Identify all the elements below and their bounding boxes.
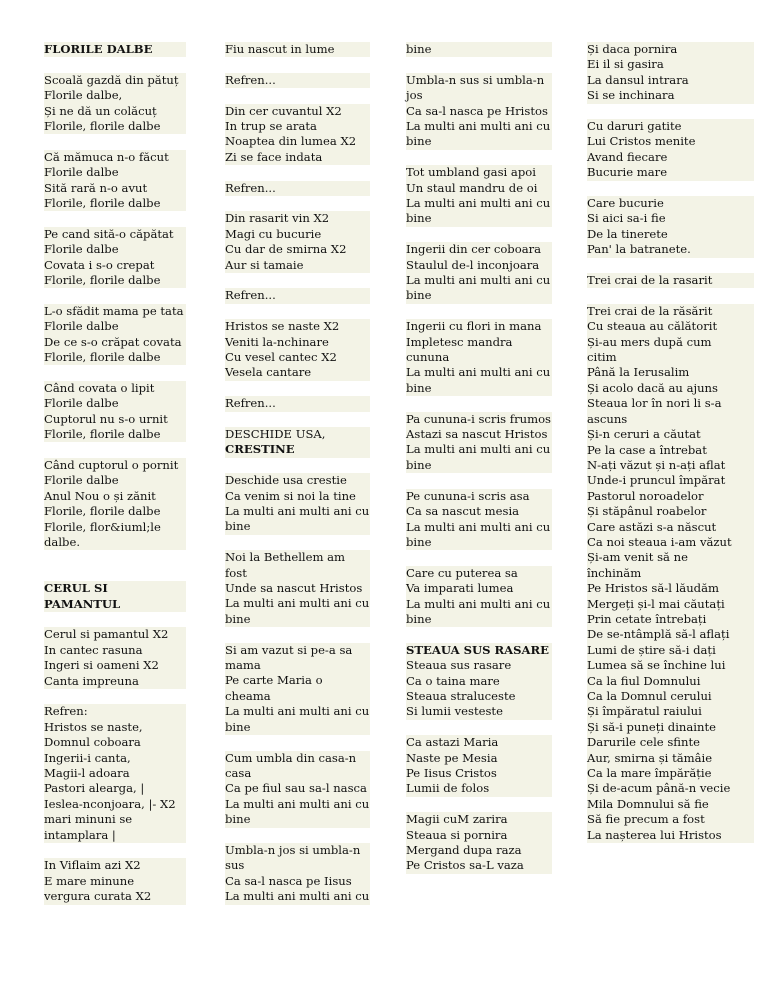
verse-line: La multi ani multi ani cu (406, 196, 551, 211)
verse-line: Și acolo dacă au ajuns (587, 381, 754, 396)
verse-line: Lumi de știre să-i dați (587, 643, 754, 658)
stanza-gap (587, 258, 754, 273)
verse-line: Impletesc mandra (406, 335, 552, 350)
stanza-gap (406, 57, 552, 72)
verse-line: Pe Hristos să-l lăudăm (587, 581, 754, 596)
verse-line: Cerul si pamantul X2 (44, 627, 186, 642)
verse-line: Când cuptorul o pornit (44, 458, 186, 473)
stanza-gap (406, 627, 552, 642)
verse-line: Un staul mandru de oi (406, 181, 552, 196)
verse-line: Steaua straluceste (406, 689, 552, 704)
verse-line: Ingerii cu flori in mana (406, 319, 552, 334)
verse-line: intamplara | (44, 828, 186, 843)
verse-line: bine (225, 612, 370, 627)
verse-line: sus (225, 858, 370, 873)
song-title: CRESTINE (225, 442, 370, 457)
stanza-gap (406, 150, 552, 165)
verse-line: bine (225, 812, 370, 827)
verse-line: Trei crai de la rasarit (587, 273, 754, 288)
verse-line: închinăm (587, 566, 754, 581)
verse-line: Florile, florile dalbe (44, 119, 186, 134)
stanza-gap (225, 57, 370, 72)
column-1 (44, 42, 186, 905)
verse-line: bine (406, 381, 552, 396)
verse-line: Cu steaua au călătorit (587, 319, 754, 334)
verse-line: Florile dalbe (44, 396, 186, 411)
verse-line: Ca noi steaua i-am văzut (587, 535, 754, 550)
verse-line: Ca pe fiul sau sa-l nasca (225, 781, 370, 796)
verse-line: Hristos se naste, (44, 720, 186, 735)
verse-line: Deschide usa crestie (225, 473, 370, 488)
verse-line: Refren... (225, 181, 370, 196)
verse-line: Steaua lor în nori li s-a (587, 396, 754, 411)
verse-line: Ca sa nascut mesia (406, 504, 552, 519)
verse-line: Mila Domnului să fie (587, 797, 754, 812)
verse-line: Florile, florile dalbe (44, 504, 186, 519)
verse-line: bine (225, 720, 370, 735)
stanza-gap (225, 165, 370, 180)
verse-line: Unde-i pruncul împărat (587, 473, 754, 488)
verse-line: Și împăratul raiului (587, 704, 754, 719)
stanza-gap (225, 304, 370, 319)
verse-line: bine (406, 612, 552, 627)
song-title: FLORILE DALBE (44, 42, 186, 57)
verse-line: Cu daruri gatite (587, 119, 754, 134)
verse-line: Și-am venit să ne (587, 550, 754, 565)
verse-line: Lumii de folos (406, 781, 552, 796)
verse-line: Mergand dupa raza (406, 843, 552, 858)
stanza-gap (44, 442, 186, 457)
verse-line: Și să-i puneți dinainte (587, 720, 754, 735)
stanza-gap (225, 828, 370, 843)
verse-line: Cuptorul nu s-o urnit (44, 412, 186, 427)
verse-line: Si lumii vesteste (406, 704, 552, 719)
verse-line: bine (406, 458, 552, 473)
verse-line: La dansul intrara (587, 73, 754, 88)
stanza-gap (406, 473, 552, 488)
stanza-gap (44, 57, 186, 72)
verse-line: Ca la fiul Domnului (587, 674, 754, 689)
verse-line: Ca o taina mare (406, 674, 552, 689)
verse-line: Florile, florile dalbe (44, 350, 186, 365)
verse-line: Fiu nascut in lume (225, 42, 370, 57)
verse-line: Care astăzi s-a născut (587, 520, 754, 535)
stanza-gap (587, 288, 754, 303)
verse-line: Pa cununa-i scris frumos (406, 411, 552, 426)
stanza-gap (44, 612, 186, 627)
verse-line: dalbe. (44, 535, 186, 550)
verse-line: Anul Nou o și zănit (44, 489, 186, 504)
verse-line: Vesela cantare (225, 365, 370, 380)
verse-line: De la tinerete (587, 227, 754, 242)
verse-line: cheama (225, 689, 370, 704)
verse-line: La multi ani multi ani cu (225, 596, 370, 611)
verse-line: Ca la mare împărăție (587, 766, 754, 781)
verse-line: Cu vesel cantec X2 (225, 350, 370, 365)
verse-line: Si se inchinara (587, 88, 754, 103)
verse-line: Ca sa-l nasca pe Iisus (225, 874, 370, 889)
verse-line: Ingerii din cer coboara (406, 242, 552, 257)
verse-line: Avand fiecare (587, 150, 754, 165)
verse-line: Ieslea-nconjoara, |- X2 (44, 797, 186, 812)
verse-line: Mergeți și-l mai căutați (587, 597, 754, 612)
verse-line: Florile, florile dalbe (44, 273, 186, 288)
stanza-gap (406, 396, 552, 411)
verse-line: La multi ani multi ani cu (225, 704, 370, 719)
verse-line: Veniti la-nchinare (225, 335, 370, 350)
verse-line: Și stăpânul roabelor (587, 504, 754, 519)
verse-line: Pastori alearga, | (44, 781, 186, 796)
verse-line: casa (225, 766, 370, 781)
verse-line: Aur si tamaie (225, 258, 370, 273)
verse-line: Din rasarit vin X2 (225, 211, 370, 226)
verse-line: Din cer cuvantul X2 (225, 104, 370, 119)
verse-line: vergura curata X2 (44, 889, 186, 904)
verse-line: Că mămuca n-o făcut (44, 150, 186, 165)
verse-line: In Viflaim azi X2 (44, 858, 186, 873)
stanza-gap (587, 104, 754, 119)
verse-line: Unde sa nascut Hristos (225, 581, 370, 596)
verse-line: La multi ani multi ani cu (406, 442, 551, 457)
verse-line: Și de-acum până-n vecie (587, 781, 754, 796)
stanza-gap (225, 381, 370, 396)
verse-line: Florile dalbe, (44, 88, 186, 103)
verse-line: Pe cand sită-o căpătat (44, 227, 186, 242)
verse-line: ascuns (587, 412, 754, 427)
verse-line: Tot umbland gasi apoi (406, 165, 552, 180)
verse-line: La multi ani multi ani cu (225, 796, 370, 811)
verse-line: Pastorul noroadelor (587, 489, 754, 504)
stanza-gap (44, 288, 186, 303)
verse-line: Care cu puterea sa (406, 566, 552, 581)
verse-line: Zi se face indata (225, 150, 370, 165)
stanza-gap (406, 227, 552, 242)
verse-line: Trei crai de la răsărit (587, 304, 754, 319)
verse-line: Și-n ceruri a căutat (587, 427, 754, 442)
verse-line: cununa (406, 350, 552, 365)
verse-line: DESCHIDE USA, (225, 427, 370, 442)
stanza-gap (44, 365, 186, 380)
stanza-gap (406, 304, 552, 319)
verse-line: Noaptea din lumea X2 (225, 134, 370, 149)
verse-line: La multi ani multi ani cu (406, 273, 551, 288)
verse-line: Florile, flor&iuml;le (44, 520, 186, 535)
verse-line: Până la Ierusalim (587, 365, 754, 380)
verse-line: In trup se arata (225, 119, 370, 134)
verse-line: Magi cu bucurie (225, 227, 370, 242)
verse-line: Pan' la batranete. (587, 242, 754, 257)
verse-line: De ce s-o crăpat covata (44, 335, 186, 350)
verse-line: La multi ani multi ani cu (406, 596, 551, 611)
verse-line: Noi la Bethellem am fost (225, 550, 370, 581)
verse-line: La multi ani multi ani cu (406, 519, 551, 534)
verse-line: Ca astazi Maria (406, 735, 552, 750)
verse-line: Umbla-n jos si umbla-n (225, 843, 370, 858)
verse-line: E mare minune (44, 874, 186, 889)
stanza-gap (225, 196, 370, 211)
verse-line: Și ne dă un colăcuț (44, 104, 186, 119)
stanza-gap (225, 88, 370, 103)
stanza-gap (44, 566, 186, 581)
stanza-gap (44, 211, 186, 226)
verse-line: Refren... (225, 396, 370, 411)
verse-line: Să fie precum a fost (587, 812, 754, 827)
verse-line: Când covata o lipit (44, 381, 186, 396)
column-4 (587, 42, 754, 843)
verse-line: Scoală gazdă din pătuț (44, 73, 186, 88)
verse-line: mama (225, 658, 370, 673)
verse-line: Florile, florile dalbe (44, 427, 186, 442)
verse-line: La nașterea lui Hristos (587, 828, 754, 843)
verse-line: Bucurie mare (587, 165, 754, 180)
verse-line: Steaua sus rasare (406, 658, 552, 673)
stanza-gap (44, 134, 186, 149)
verse-line: La multi ani multi ani cu (406, 365, 551, 380)
verse-line: Ca venim si noi la tine (225, 489, 370, 504)
verse-line: Pe Cristos sa-L vaza (406, 858, 552, 873)
verse-line: Domnul coboara (44, 735, 186, 750)
verse-line: Ingerii-i canta, (44, 751, 186, 766)
stanza-gap (406, 550, 552, 565)
verse-line: Pe Iisus Cristos (406, 766, 552, 781)
stanza-gap (225, 458, 370, 473)
verse-line: Magii cuM zarira (406, 812, 552, 827)
verse-line: bine (406, 134, 552, 149)
verse-line: Pe carte Maria o (225, 673, 370, 688)
song-title: STEAUA SUS RASARE (406, 643, 552, 658)
stanza-gap (406, 720, 552, 735)
verse-line: La multi ani multi ani cu (225, 889, 370, 904)
verse-line: N-ați văzut și n-ați aflat (587, 458, 754, 473)
verse-line: bine (406, 288, 552, 303)
stanza-gap (225, 627, 370, 642)
verse-line: bine (406, 535, 552, 550)
verse-line: Florile dalbe (44, 242, 186, 257)
verse-line: Cum umbla din casa-n (225, 751, 370, 766)
verse-line: Ei il si gasira (587, 57, 754, 72)
verse-line: In cantec rasuna (44, 643, 186, 658)
verse-line: Ingeri si oameni X2 (44, 658, 186, 673)
stanza-gap (44, 843, 186, 858)
verse-line: bine (406, 42, 552, 57)
verse-line: Cu dar de smirna X2 (225, 242, 370, 257)
stanza-gap (44, 550, 186, 565)
verse-line: Si am vazut si pe-a sa (225, 643, 370, 658)
verse-line: Refren: (44, 704, 186, 719)
verse-line: La multi ani multi ani cu (225, 504, 370, 519)
stanza-gap (225, 535, 370, 550)
verse-line: Refren... (225, 73, 370, 88)
verse-line: citim (587, 350, 754, 365)
verse-line: Canta impreuna (44, 674, 186, 689)
verse-line: Și daca pornira (587, 42, 754, 57)
verse-line: jos (406, 88, 552, 103)
stanza-gap (44, 689, 186, 704)
verse-line: Ca la Domnul cerului (587, 689, 754, 704)
verse-line: Astazi sa nascut Hristos (406, 427, 552, 442)
verse-line: bine (406, 211, 552, 226)
column-3 (406, 42, 552, 874)
verse-line: Florile dalbe (44, 165, 186, 180)
verse-line: De se-ntâmplă să-l aflați (587, 627, 754, 642)
verse-line: Pe la case a întrebat (587, 443, 754, 458)
stanza-gap (225, 412, 370, 427)
verse-line: Pe cununa-i scris asa (406, 489, 552, 504)
stanza-gap (587, 181, 754, 196)
verse-line: Hristos se naste X2 (225, 319, 370, 334)
verse-line: Naste pe Mesia (406, 751, 552, 766)
verse-line: bine (225, 519, 370, 534)
verse-line: Care bucurie (587, 196, 754, 211)
verse-line: Va imparati lumea (406, 581, 552, 596)
stanza-gap (225, 273, 370, 288)
verse-line: Refren... (225, 288, 370, 303)
verse-line: Sită rară n-o avut (44, 181, 186, 196)
verse-line: mari minuni se (44, 812, 186, 827)
verse-line: Ca sa-l nasca pe Hristos (406, 104, 552, 119)
verse-line: Magii-l adoara (44, 766, 186, 781)
verse-line: Și-au mers după cum (587, 335, 754, 350)
verse-line: Florile, florile dalbe (44, 196, 186, 211)
verse-line: Umbla-n sus si umbla-n (406, 73, 552, 88)
verse-line: Steaua si pornira (406, 828, 552, 843)
verse-line: Staulul de-l inconjoara (406, 258, 552, 273)
verse-line: Lui Cristos menite (587, 134, 754, 149)
verse-line: Florile dalbe (44, 319, 186, 334)
stanza-gap (225, 735, 370, 750)
verse-line: Aur, smirna și tămâie (587, 751, 754, 766)
verse-line: La multi ani multi ani cu (406, 119, 551, 134)
column-2 (225, 42, 370, 905)
verse-line: Lumea să se închine lui (587, 658, 754, 673)
song-title: CERUL SI PAMANTUL (44, 581, 186, 612)
verse-line: Prin cetate întrebați (587, 612, 754, 627)
verse-line: Florile dalbe (44, 473, 186, 488)
verse-line: Darurile cele sfinte (587, 735, 754, 750)
verse-line: Covata i s-o crepat (44, 258, 186, 273)
verse-line: Si aici sa-i fie (587, 211, 754, 226)
verse-line: L-o sfădit mama pe tata (44, 304, 186, 319)
stanza-gap (406, 797, 552, 812)
